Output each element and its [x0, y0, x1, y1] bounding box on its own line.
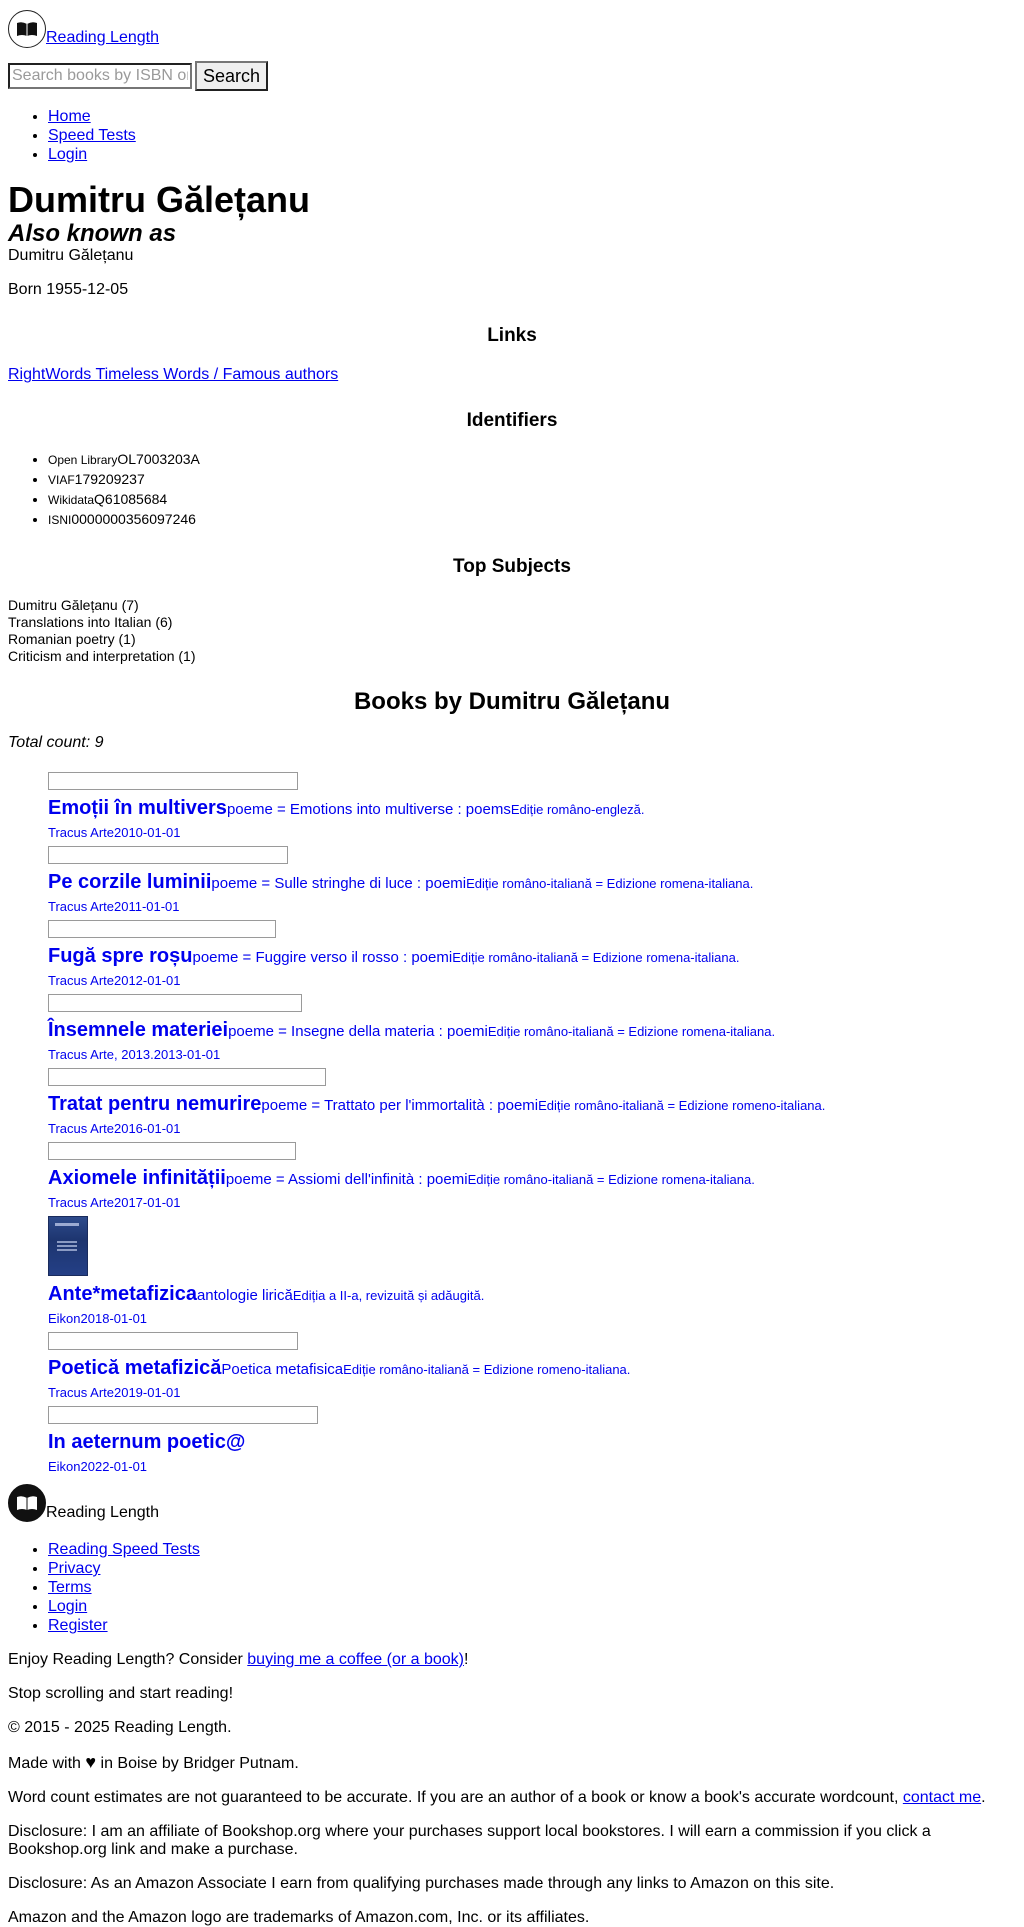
identifier-item: [48, 450, 1016, 470]
book-subtitle: poeme = Assiomi dell'infinità : poemi: [225, 1171, 468, 1188]
heart-icon: ♥: [85, 1752, 97, 1772]
book-item[interactable]: [48, 1406, 1016, 1475]
book-item[interactable]: [48, 772, 1016, 841]
coffee-text: Enjoy Reading Length? Consider: [8, 1651, 248, 1668]
book-title-line[interactable]: [48, 870, 1016, 896]
book-subtitle: antologie lirică: [196, 1287, 293, 1304]
book-title-line[interactable]: [48, 1018, 1016, 1044]
book-date: 2016-01-01: [113, 1121, 181, 1136]
nav-link-home[interactable]: Home: [48, 108, 91, 125]
book-title[interactable]: Pe corzile luminii: [48, 871, 212, 893]
identifier-label: VIAF: [48, 473, 75, 487]
made-with-text: [8, 1753, 1016, 1773]
book-edition: Ediție româno-italiană = Edizione romena-italiana.: [452, 950, 740, 965]
book-date: 2012-01-01: [113, 973, 181, 988]
identifier-label: Wikidata: [48, 493, 95, 507]
book-edition: Ediție româno-italiană = Edizione romena-italiana.: [487, 1024, 776, 1039]
footer-nav: [8, 1540, 1016, 1635]
trademark-note: Amazon and the Amazon logo are trademarks of Amazon.com, Inc. or its affiliates.: [8, 1909, 590, 1926]
rightwords-link[interactable]: RightWords Timeless Words / Famous authors: [8, 366, 339, 383]
identifier-label: Open Library: [48, 453, 118, 467]
made-suffix: in Boise by Bridger Putnam.: [96, 1755, 299, 1772]
book-title[interactable]: Fugă spre roșu: [48, 945, 193, 967]
book-edition: Ediție româno-italiană = Edizione romena-italiana.: [467, 1172, 755, 1187]
book-date: 2011-01-01: [113, 899, 180, 914]
book-publisher-line: [48, 1047, 1016, 1063]
book-cover[interactable]: [48, 1142, 296, 1160]
nav-item-home: [48, 107, 1016, 126]
book-date: 2013-01-01: [153, 1047, 221, 1062]
book-publisher: Tracus Arte: [48, 1195, 114, 1210]
book-date: 2010-01-01: [113, 825, 181, 840]
book-subtitle: poeme = Emotions into multiverse : poems: [226, 801, 511, 818]
book-title[interactable]: Emoții în multivers: [48, 797, 227, 819]
book-date: 2019-01-01: [113, 1385, 181, 1400]
wordcount-text: Word count estimates are not guaranteed to be accurate. If you are an author of a book or know a book's accurate wordcount,: [8, 1789, 903, 1806]
book-cover[interactable]: [48, 772, 298, 790]
subject-item: Dumitru Gălețanu (7): [8, 597, 139, 613]
top-subjects-heading: Top Subjects: [453, 556, 571, 577]
book-edition: Ediție româno-engleză.: [510, 802, 645, 817]
book-subtitle: poeme = Insegne della materia : poemi: [228, 1023, 488, 1040]
total-count: Total count: 9: [8, 734, 104, 751]
stop-scrolling-text: Stop scrolling and start reading!: [8, 1685, 234, 1702]
book-cover[interactable]: [48, 1406, 318, 1424]
book-title[interactable]: Ante*metafizica: [48, 1283, 197, 1305]
identifier-item: [48, 490, 1016, 510]
book-cover[interactable]: [48, 1332, 298, 1350]
book-item[interactable]: [48, 1216, 1016, 1327]
footer-nav-item: [48, 1578, 1016, 1597]
book-publisher-line: [48, 1121, 1016, 1137]
search-input[interactable]: [8, 63, 192, 89]
book-cover-image[interactable]: [48, 1216, 88, 1276]
book-title-line[interactable]: [48, 796, 1016, 822]
aka-name: Dumitru Gălețanu: [8, 247, 134, 264]
book-edition: Ediție româno-italiană = Edizione romena-italiana.: [466, 876, 754, 891]
book-logo-icon[interactable]: [8, 10, 46, 48]
book-publisher: Tracus Arte: [48, 899, 114, 914]
search-button[interactable]: Search: [195, 61, 268, 91]
book-publisher: Eikon: [48, 1311, 81, 1326]
book-title-line[interactable]: [48, 944, 1016, 970]
book-logo-icon: [8, 1484, 46, 1522]
book-cover[interactable]: [48, 846, 288, 864]
book-publisher-line: [48, 973, 1016, 989]
identifier-value: 179209237: [74, 471, 145, 487]
aka-heading: Also known as: [8, 220, 177, 247]
book-title[interactable]: Însemnele materiei: [48, 1019, 229, 1041]
book-subtitle: poeme = Trattato per l'immortalità : poemi: [261, 1097, 539, 1114]
main-nav: [8, 107, 1016, 164]
books-heading: Books by Dumitru Gălețanu: [353, 688, 671, 715]
book-date: 2022-01-01: [80, 1459, 148, 1474]
coffee-link[interactable]: buying me a coffee (or a book): [247, 1651, 464, 1668]
book-subtitle: Poetica metafisica: [221, 1361, 344, 1378]
book-publisher-line: [48, 1459, 1016, 1475]
wordcount-suffix: .: [981, 1789, 986, 1806]
footer-link-privacy[interactable]: Privacy: [48, 1560, 101, 1577]
identifier-value: Q61085684: [94, 491, 168, 507]
footer-link-terms[interactable]: Terms: [48, 1579, 92, 1596]
book-edition: Ediție româno-italiană = Edizione romeno-italiana.: [343, 1362, 631, 1377]
book-item[interactable]: [48, 1068, 1016, 1137]
identifiers-list: [8, 450, 1016, 530]
bookshop-disclosure: Disclosure: I am an affiliate of Bookshop.org where your purchases support local bookstores. I will earn a commission if you click a Bookshop.org link and make a purchase.: [8, 1823, 931, 1858]
footer-nav-item: [48, 1616, 1016, 1635]
search-form: [8, 61, 1016, 91]
identifier-value: 0000000356097246: [71, 511, 196, 527]
book-date: 2018-01-01: [80, 1311, 148, 1326]
book-title[interactable]: Tratat pentru nemurire: [48, 1093, 262, 1115]
book-edition: Ediție româno-italiană = Edizione romeno-italiana.: [538, 1098, 826, 1113]
book-title-line[interactable]: [48, 1166, 1016, 1192]
links-heading: Links: [487, 325, 537, 346]
book-cover[interactable]: [48, 994, 302, 1012]
subject-item: Criticism and interpretation (1): [8, 648, 196, 664]
book-title-line[interactable]: [48, 1092, 1016, 1118]
born-date: Born 1955-12-05: [8, 281, 129, 298]
wordcount-disclaimer: [8, 1789, 1016, 1807]
book-item[interactable]: [48, 1142, 1016, 1211]
book-title-line[interactable]: [48, 1430, 1016, 1456]
book-date: 2017-01-01: [113, 1195, 181, 1210]
author-name: Dumitru Gălețanu: [8, 179, 311, 220]
subject-item: Translations into Italian (6): [8, 614, 173, 630]
identifier-item: [48, 510, 1016, 530]
footer-brand: Reading Length: [46, 1504, 159, 1521]
footer-link-login[interactable]: Login: [48, 1598, 88, 1615]
book-publisher: Tracus Arte: [48, 825, 114, 840]
nav-item-login: [48, 145, 1016, 164]
book-subtitle: poeme = Fuggire verso il rosso : poemi: [192, 949, 453, 966]
footer-link-register[interactable]: Register: [48, 1617, 108, 1634]
site-header: [8, 8, 1016, 48]
footer-nav-item: [48, 1559, 1016, 1578]
book-subtitle: poeme = Sulle stringhe di luce : poemi: [211, 875, 467, 892]
amazon-disclosure: Disclosure: As an Amazon Associate I earn from qualifying purchases made through any links to Amazon on this site.: [8, 1875, 835, 1892]
book-publisher: Tracus Arte: [48, 1385, 114, 1400]
book-publisher: Eikon: [48, 1459, 81, 1474]
book-publisher-line: [48, 1195, 1016, 1211]
contact-link[interactable]: contact me: [902, 1789, 982, 1806]
nav-link-speed-tests[interactable]: Speed Tests: [48, 127, 136, 144]
site-footer: [8, 1486, 1016, 1522]
subject-item: Romanian poetry (1): [8, 631, 136, 647]
footer-nav-item: [48, 1540, 1016, 1559]
footer-nav-item: [48, 1597, 1016, 1616]
copyright-text: © 2015 - 2025 Reading Length.: [8, 1719, 232, 1736]
identifier-value: OL7003203A: [117, 451, 200, 467]
book-cover[interactable]: [48, 920, 276, 938]
book-cover[interactable]: [48, 1068, 326, 1086]
made-prefix: Made with: [8, 1755, 86, 1772]
nav-link-login[interactable]: Login: [48, 146, 88, 163]
coffee-note: [8, 1651, 1016, 1669]
subjects-list: [8, 597, 1016, 665]
book-publisher-line: [48, 1311, 1016, 1327]
book-item[interactable]: [48, 920, 1016, 989]
book-title[interactable]: In aeternum poetic@: [48, 1431, 246, 1453]
book-publisher: Tracus Arte, 2013.: [48, 1047, 154, 1062]
book-title-line[interactable]: [48, 1356, 1016, 1382]
book-item[interactable]: [48, 994, 1016, 1063]
book-publisher: Tracus Arte: [48, 1121, 114, 1136]
book-title[interactable]: Poetică metafizică: [48, 1357, 222, 1379]
book-title-line[interactable]: [48, 1282, 1016, 1308]
book-publisher-line: [48, 899, 1016, 915]
footer-link-speed-tests[interactable]: Reading Speed Tests: [48, 1541, 200, 1558]
links-list: [8, 366, 1016, 384]
identifier-label: ISNI: [48, 513, 72, 527]
book-item[interactable]: [48, 1332, 1016, 1401]
book-publisher: Tracus Arte: [48, 973, 114, 988]
book-edition: Ediția a II-a, revizuită și adăugită.: [292, 1288, 485, 1303]
book-publisher-line: [48, 825, 1016, 841]
brand-link[interactable]: Reading Length: [46, 29, 159, 46]
book-publisher-line: [48, 1385, 1016, 1401]
identifier-item: [48, 470, 1016, 490]
nav-item-speed-tests: [48, 126, 1016, 145]
identifiers-heading: Identifiers: [466, 410, 558, 431]
book-title[interactable]: Axiomele infinității: [48, 1167, 226, 1189]
book-item[interactable]: [48, 846, 1016, 915]
coffee-suffix: !: [464, 1651, 469, 1668]
books-list: [8, 772, 1016, 1475]
